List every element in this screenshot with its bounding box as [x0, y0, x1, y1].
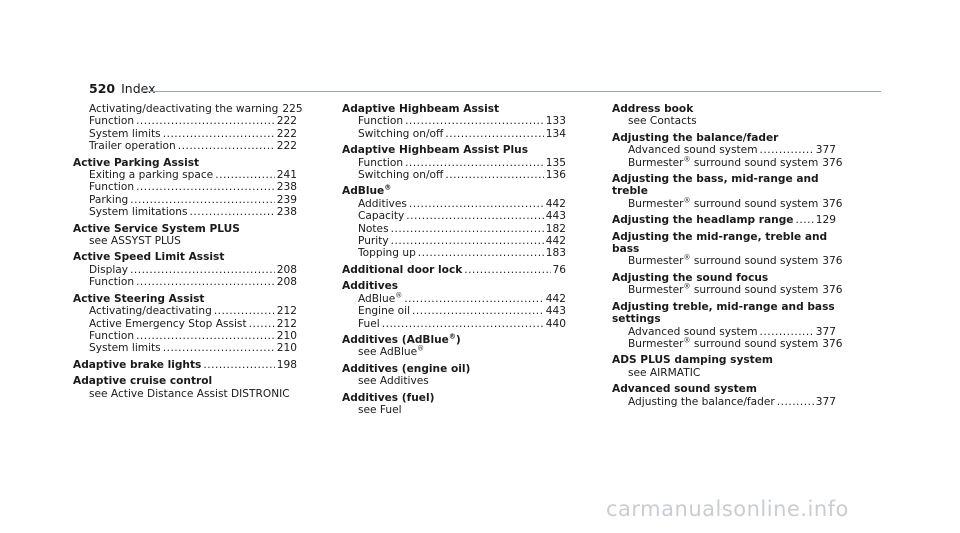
entry-label-text: System limits — [89, 127, 161, 140]
page-reference: 134 — [545, 127, 566, 140]
entry-label-text: Adjusting the bass, mid-range and treble — [612, 173, 819, 198]
page-reference: 212 — [276, 317, 297, 330]
entry-label-text: Active Steering Assist — [73, 292, 205, 305]
entry-label-text: System limits — [89, 342, 161, 355]
index-subentry — [342, 169, 566, 181]
leader-dots — [418, 247, 544, 259]
index-subentry — [73, 342, 297, 354]
registered-mark: ® — [683, 253, 691, 262]
entry-label-text: Additives (fuel) — [342, 391, 435, 404]
entry-label — [628, 396, 775, 408]
index-heading-entry — [73, 359, 297, 371]
index-subentry — [612, 253, 843, 268]
entry-label-text: see ASSYST PLUS — [89, 235, 181, 248]
index-heading — [73, 293, 297, 305]
page-title: Index — [121, 81, 156, 96]
leader-dots — [136, 115, 275, 127]
entry-label-text: Fuel — [358, 317, 380, 330]
entry-label-text: Function — [358, 156, 404, 169]
page-reference: 210 — [276, 342, 297, 355]
leader-dots — [464, 264, 550, 276]
index-heading — [612, 383, 836, 395]
entry-label-text: Additives (engine oil) — [342, 362, 471, 375]
entry-label-text: Advanced sound system — [628, 144, 758, 157]
index-heading — [342, 144, 566, 156]
entry-label — [89, 264, 128, 276]
entry-label — [628, 284, 818, 296]
entry-label — [358, 293, 402, 305]
entry-label-text: Additives — [342, 280, 399, 293]
index-subentry — [342, 198, 566, 210]
entry-label-text: Active Service System PLUS — [73, 222, 240, 235]
entry-label-text: Adjusting treble, mid-range and bass settings — [612, 300, 835, 326]
entry-label-text: Function — [89, 181, 135, 194]
entry-label-text: Additives (AdBlue — [342, 333, 449, 346]
entry-label-text: Purity — [358, 235, 389, 248]
index-subentry — [342, 223, 566, 235]
entry-label — [89, 140, 176, 152]
entry-label-text: Burmester — [628, 156, 684, 169]
leader-dots — [215, 169, 275, 181]
index-subentry — [73, 181, 297, 193]
entry-label-text: Advanced sound system — [612, 383, 757, 396]
leader-dots — [136, 181, 275, 193]
index-subentry — [612, 396, 836, 408]
page-reference: 135 — [545, 156, 566, 169]
index-subentry — [342, 157, 566, 169]
index-heading — [612, 231, 836, 256]
leader-dots — [445, 169, 543, 181]
page-reference: 239 — [276, 193, 297, 206]
registered-mark: ® — [448, 332, 456, 341]
entry-label — [628, 255, 818, 267]
entry-label — [89, 342, 161, 354]
entry-label — [89, 318, 247, 330]
leader-dots — [405, 115, 544, 127]
see-reference — [342, 375, 566, 387]
entry-label-text: Capacity — [358, 210, 405, 223]
page-reference: 442 — [545, 292, 566, 305]
page-reference: 376 — [822, 156, 843, 169]
leader-dots — [760, 326, 814, 338]
entry-label-text: see AdBlue — [358, 346, 418, 359]
index-heading — [73, 223, 297, 235]
header-rule — [141, 91, 881, 92]
index-column-3 — [612, 103, 843, 408]
page-reference: 222 — [276, 140, 297, 153]
index-heading — [342, 334, 566, 346]
leader-dots — [249, 318, 275, 330]
index-heading-entry — [612, 214, 836, 226]
index-heading — [342, 103, 566, 115]
index-heading — [342, 280, 566, 292]
index-heading — [612, 272, 836, 284]
entry-label-rest: surround sound system — [690, 284, 819, 297]
index-subentry — [342, 210, 566, 222]
index-subentry — [73, 276, 297, 288]
entry-label — [628, 144, 758, 156]
entry-label — [89, 330, 134, 342]
index-column-1 — [73, 103, 303, 400]
registered-mark: ® — [683, 336, 691, 345]
page-reference: 440 — [545, 317, 566, 330]
leader-dots — [445, 128, 543, 140]
entry-label-text: Switching on/off — [358, 169, 444, 182]
entry-label — [89, 169, 213, 181]
entry-label — [358, 157, 403, 169]
entry-label-text: Exiting a parking space — [89, 169, 214, 182]
entry-label — [358, 210, 404, 222]
page-reference: 222 — [276, 115, 297, 128]
index-subentry — [612, 326, 836, 338]
page-reference: 208 — [276, 276, 297, 289]
entry-label-text: Adjusting the mid-range, treble and bass — [612, 230, 828, 256]
index-subentry — [612, 282, 843, 297]
index-heading — [73, 157, 297, 169]
index-subentry — [73, 128, 297, 140]
entry-label — [358, 169, 443, 181]
entry-label-text: AdBlue — [358, 292, 396, 305]
entry-label-text: Topping up — [358, 247, 416, 260]
entry-label-text: AdBlue — [342, 185, 385, 198]
entry-label-text: Function — [358, 115, 404, 128]
leader-dots — [163, 128, 275, 140]
page-reference: 212 — [276, 305, 297, 318]
page-reference: 210 — [276, 329, 297, 342]
page-reference: 76 — [552, 263, 566, 276]
entry-label-text: Address book — [612, 103, 694, 115]
index-heading — [612, 301, 836, 326]
page-reference: 182 — [545, 222, 566, 235]
entry-label — [358, 305, 410, 317]
entry-label — [342, 264, 462, 276]
page-header — [89, 78, 881, 96]
entry-label — [89, 128, 161, 140]
page-reference: 238 — [276, 181, 297, 194]
index-heading — [612, 103, 836, 115]
page-reference: 238 — [276, 206, 297, 219]
index-subentry — [342, 128, 566, 140]
leader-dots — [203, 359, 274, 371]
page-reference: 377 — [815, 144, 836, 157]
registered-mark: ® — [683, 282, 691, 291]
leader-dots — [163, 342, 275, 354]
leader-dots — [795, 214, 813, 226]
entry-label-text: Adaptive Highbeam Assist Plus — [342, 144, 528, 157]
index-subentry — [342, 247, 566, 259]
entry-label — [628, 198, 818, 210]
leader-dots — [136, 330, 275, 342]
entry-label-text: Switching on/off — [358, 127, 444, 140]
entry-label-text: Activating/deactivating — [89, 305, 212, 318]
entry-label — [358, 128, 443, 140]
index-heading — [342, 185, 566, 197]
registered-mark: ® — [395, 291, 403, 300]
entry-label — [89, 115, 134, 127]
leader-dots — [130, 194, 274, 206]
page-number: 520 — [89, 81, 116, 96]
entry-label-text: Additional door lock — [342, 263, 463, 276]
index-heading — [612, 354, 836, 366]
leader-dots — [178, 140, 275, 152]
entry-label — [358, 115, 403, 127]
entry-label-text: Adaptive cruise control — [73, 375, 213, 388]
watermark: carmanualsonline.info — [606, 497, 849, 521]
entry-label-text: Notes — [358, 222, 389, 235]
entry-label-text: Function — [89, 276, 135, 289]
page-reference: 208 — [276, 263, 297, 276]
leader-dots — [409, 198, 544, 210]
page-reference: 136 — [545, 169, 566, 182]
page-reference: 377 — [815, 395, 836, 408]
registered-mark: ® — [683, 196, 691, 205]
index-subentry — [73, 305, 297, 317]
entry-label-text: System limitations — [89, 206, 188, 219]
index-subentry — [73, 206, 297, 218]
index-subentry — [342, 235, 566, 247]
page-reference: 376 — [822, 284, 843, 297]
leader-dots — [412, 305, 544, 317]
index-subentry — [612, 155, 843, 169]
entry-label-text: Parking — [89, 193, 129, 206]
leader-dots — [406, 210, 543, 222]
page-reference: 442 — [545, 235, 566, 248]
page-reference: 376 — [822, 255, 843, 268]
page-reference: 241 — [276, 169, 297, 182]
leader-dots — [189, 206, 274, 218]
registered-mark: ® — [683, 155, 691, 164]
leader-dots — [405, 157, 544, 169]
entry-label — [89, 206, 187, 218]
leader-dots — [214, 305, 275, 317]
see-reference — [73, 235, 297, 247]
leader-dots — [136, 276, 275, 288]
entry-label-text: Advanced sound system — [628, 325, 758, 338]
leader-dots — [391, 235, 544, 247]
page-reference: 376 — [822, 337, 843, 350]
entry-label-text: Burmester — [628, 255, 684, 268]
entry-label-text: Burmester — [628, 337, 684, 350]
leader-dots — [404, 293, 544, 305]
index-subentry — [612, 336, 843, 350]
entry-label-text: Active Emergency Stop Assist — [89, 317, 247, 330]
index-subentry — [73, 330, 297, 342]
leader-dots — [391, 223, 544, 235]
page-reference: 376 — [822, 197, 843, 210]
entry-label — [358, 318, 380, 330]
index-subentry — [342, 305, 566, 317]
entry-label — [358, 223, 389, 235]
index-subentry — [612, 196, 843, 210]
leader-dots — [760, 144, 814, 156]
index-subentry — [73, 140, 297, 152]
index-subentry — [73, 194, 297, 206]
entry-label-text: Adjusting the sound focus — [612, 271, 769, 284]
index-subentry — [73, 103, 303, 115]
index-subentry — [73, 169, 297, 181]
index-subentry — [73, 318, 297, 330]
page-reference: 222 — [276, 127, 297, 140]
entry-label — [89, 305, 212, 317]
see-reference — [73, 388, 297, 400]
entry-label — [612, 214, 793, 226]
entry-label-text: ADS PLUS damping system — [612, 354, 773, 367]
entry-label-text: see AIRMATIC — [628, 366, 701, 379]
entry-label — [628, 157, 818, 169]
entry-label — [628, 338, 818, 350]
entry-label-text: Adjusting the headlamp range — [612, 214, 794, 227]
page-reference: 377 — [815, 325, 836, 338]
see-reference — [612, 115, 836, 127]
page-reference: 129 — [815, 214, 836, 227]
entry-label — [628, 326, 758, 338]
page-reference: 183 — [545, 247, 566, 260]
index-heading — [73, 251, 297, 263]
entry-label-text: Additives — [358, 197, 407, 210]
entry-label-text: Active Speed Limit Assist — [73, 251, 225, 264]
index-heading — [342, 363, 566, 375]
entry-label-text: Function — [89, 329, 135, 342]
see-reference — [342, 404, 566, 416]
page-reference: 443 — [545, 305, 566, 318]
entry-label-text: Adjusting the balance/fader — [612, 131, 779, 144]
entry-label — [73, 359, 201, 371]
entry-label — [89, 194, 128, 206]
entry-label-rest: surround sound system — [690, 337, 819, 350]
leader-dots — [130, 264, 275, 276]
entry-label-text: Display — [89, 263, 129, 276]
index-heading — [73, 375, 297, 387]
entry-label-text: Adjusting the balance/fader — [628, 395, 775, 408]
entry-label-text: Burmester — [628, 284, 684, 297]
entry-label — [358, 235, 389, 247]
index-subentry — [342, 293, 566, 305]
page-reference: 443 — [545, 210, 566, 223]
index-heading — [612, 173, 836, 198]
entry-label-text: see Additives — [358, 375, 429, 388]
leader-dots — [382, 318, 544, 330]
entry-label-rest: surround sound system — [690, 197, 819, 210]
entry-label-text: Engine oil — [358, 305, 411, 318]
entry-label-text: Adaptive brake lights — [73, 358, 202, 371]
page-reference: 198 — [276, 358, 297, 371]
entry-label-text: Function — [89, 115, 135, 128]
entry-label-rest: surround sound system — [690, 156, 819, 169]
entry-label-text: Burmester — [628, 197, 684, 210]
entry-label-text: see Active Distance Assist DISTRONIC — [89, 387, 290, 400]
index-heading — [612, 132, 836, 144]
registered-mark: ® — [384, 183, 392, 192]
index-column-2 — [342, 103, 566, 416]
entry-label-tail: ) — [455, 333, 461, 346]
entry-label-text: see Fuel — [358, 403, 402, 416]
index-heading-entry — [342, 264, 566, 276]
entry-label-text: Activating/deactivating the warning — [89, 103, 279, 115]
page-reference: 442 — [545, 197, 566, 210]
entry-label-text: Active Parking Assist — [73, 156, 200, 169]
page-reference: 225 — [282, 103, 303, 115]
entry-label — [358, 247, 416, 259]
index-subentry — [73, 115, 297, 127]
entry-label-text: Adaptive Highbeam Assist — [342, 103, 500, 115]
index-heading — [342, 392, 566, 404]
entry-label — [358, 198, 407, 210]
entry-label-text: see Contacts — [628, 115, 697, 128]
page-reference: 133 — [545, 115, 566, 128]
registered-mark: ® — [417, 344, 425, 353]
see-reference — [342, 346, 566, 358]
entry-label — [89, 181, 134, 193]
index-subentry — [342, 318, 566, 330]
index-subentry — [342, 115, 566, 127]
entry-label-text: Trailer operation — [89, 140, 176, 153]
entry-label — [89, 103, 278, 115]
entry-label — [89, 276, 134, 288]
index-subentry — [612, 144, 836, 156]
entry-label-rest: surround sound system — [690, 255, 819, 268]
see-reference — [612, 367, 836, 379]
index-subentry — [73, 264, 297, 276]
leader-dots — [777, 396, 814, 408]
